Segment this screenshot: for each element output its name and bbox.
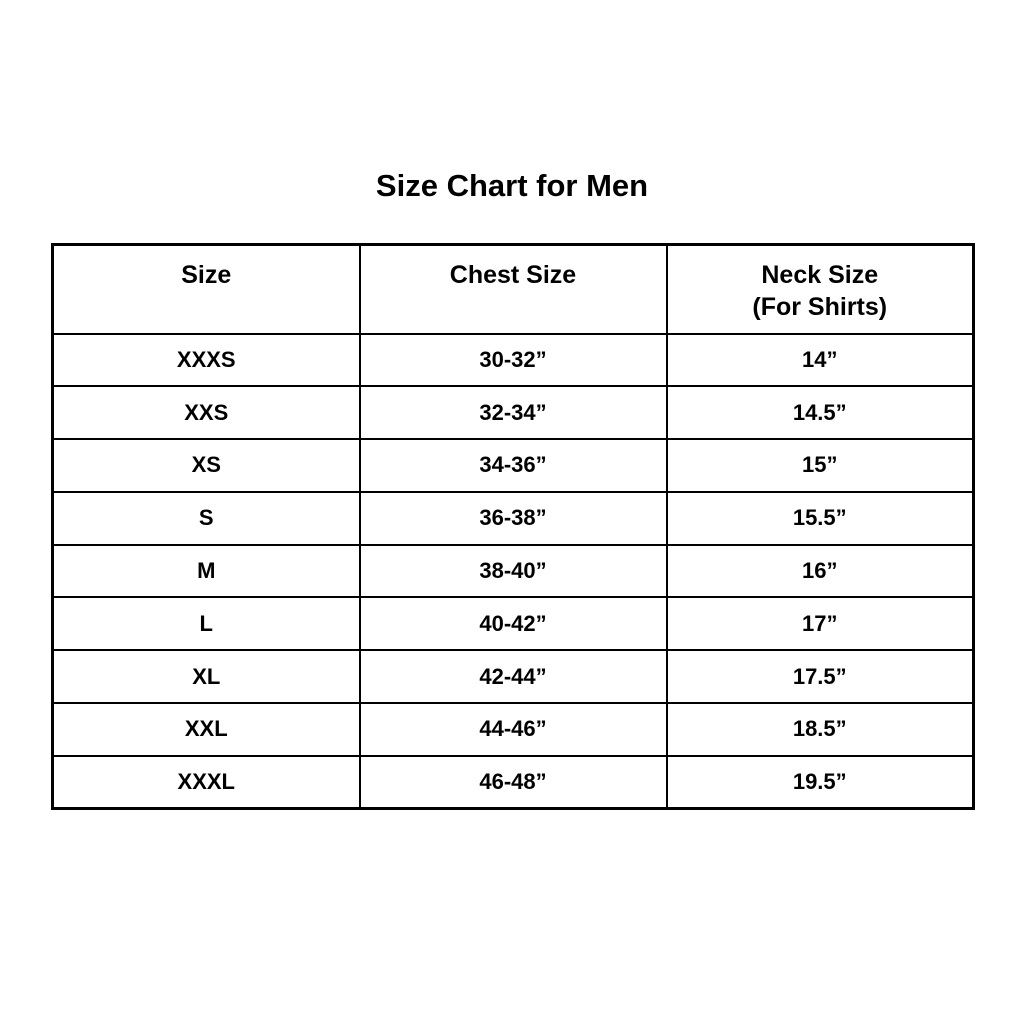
header-row	[53, 245, 974, 334]
neck-size-cell: 19.5”	[667, 756, 974, 809]
chest-size-cell: 32-34”	[360, 386, 667, 439]
neck-size-cell: 17.5”	[667, 650, 974, 703]
table-row	[53, 756, 974, 809]
table-header	[53, 245, 974, 334]
column-header-sublabel: (For Shirts)	[752, 293, 888, 321]
neck-size-cell: 16”	[667, 545, 974, 598]
table-row	[53, 439, 974, 492]
table-row	[53, 703, 974, 756]
neck-size-cell: 17”	[667, 597, 974, 650]
size-cell: XS	[53, 439, 360, 492]
chest-size-cell: 34-36”	[360, 439, 667, 492]
size-cell: M	[53, 545, 360, 598]
column-header-size	[53, 245, 360, 334]
size-cell: XXL	[53, 703, 360, 756]
table-row	[53, 492, 974, 545]
column-header-chest-size	[360, 245, 667, 334]
size-cell: XXS	[53, 386, 360, 439]
size-cell: XXXS	[53, 334, 360, 387]
column-header-label: Size	[181, 261, 232, 289]
size-cell: L	[53, 597, 360, 650]
column-header-label: Chest Size	[449, 261, 577, 289]
chest-size-cell: 42-44”	[360, 650, 667, 703]
size-chart-table	[51, 243, 975, 810]
table-row	[53, 545, 974, 598]
chest-size-cell: 40-42”	[360, 597, 667, 650]
neck-size-cell: 18.5”	[667, 703, 974, 756]
chest-size-cell: 46-48”	[360, 756, 667, 809]
page-title: Size Chart for Men	[375, 168, 649, 203]
chest-size-cell: 38-40”	[360, 545, 667, 598]
table-row	[53, 334, 974, 387]
table-body	[53, 334, 974, 809]
column-header-label: Neck Size	[761, 261, 879, 289]
table-row	[53, 386, 974, 439]
chest-size-cell: 44-46”	[360, 703, 667, 756]
column-header-neck-size	[667, 245, 974, 334]
neck-size-cell: 14”	[667, 334, 974, 387]
size-cell: XXXL	[53, 756, 360, 809]
size-cell: S	[53, 492, 360, 545]
size-cell: XL	[53, 650, 360, 703]
table-row	[53, 650, 974, 703]
table-row	[53, 597, 974, 650]
chest-size-cell: 30-32”	[360, 334, 667, 387]
neck-size-cell: 15.5”	[667, 492, 974, 545]
neck-size-cell: 14.5”	[667, 386, 974, 439]
chest-size-cell: 36-38”	[360, 492, 667, 545]
neck-size-cell: 15”	[667, 439, 974, 492]
